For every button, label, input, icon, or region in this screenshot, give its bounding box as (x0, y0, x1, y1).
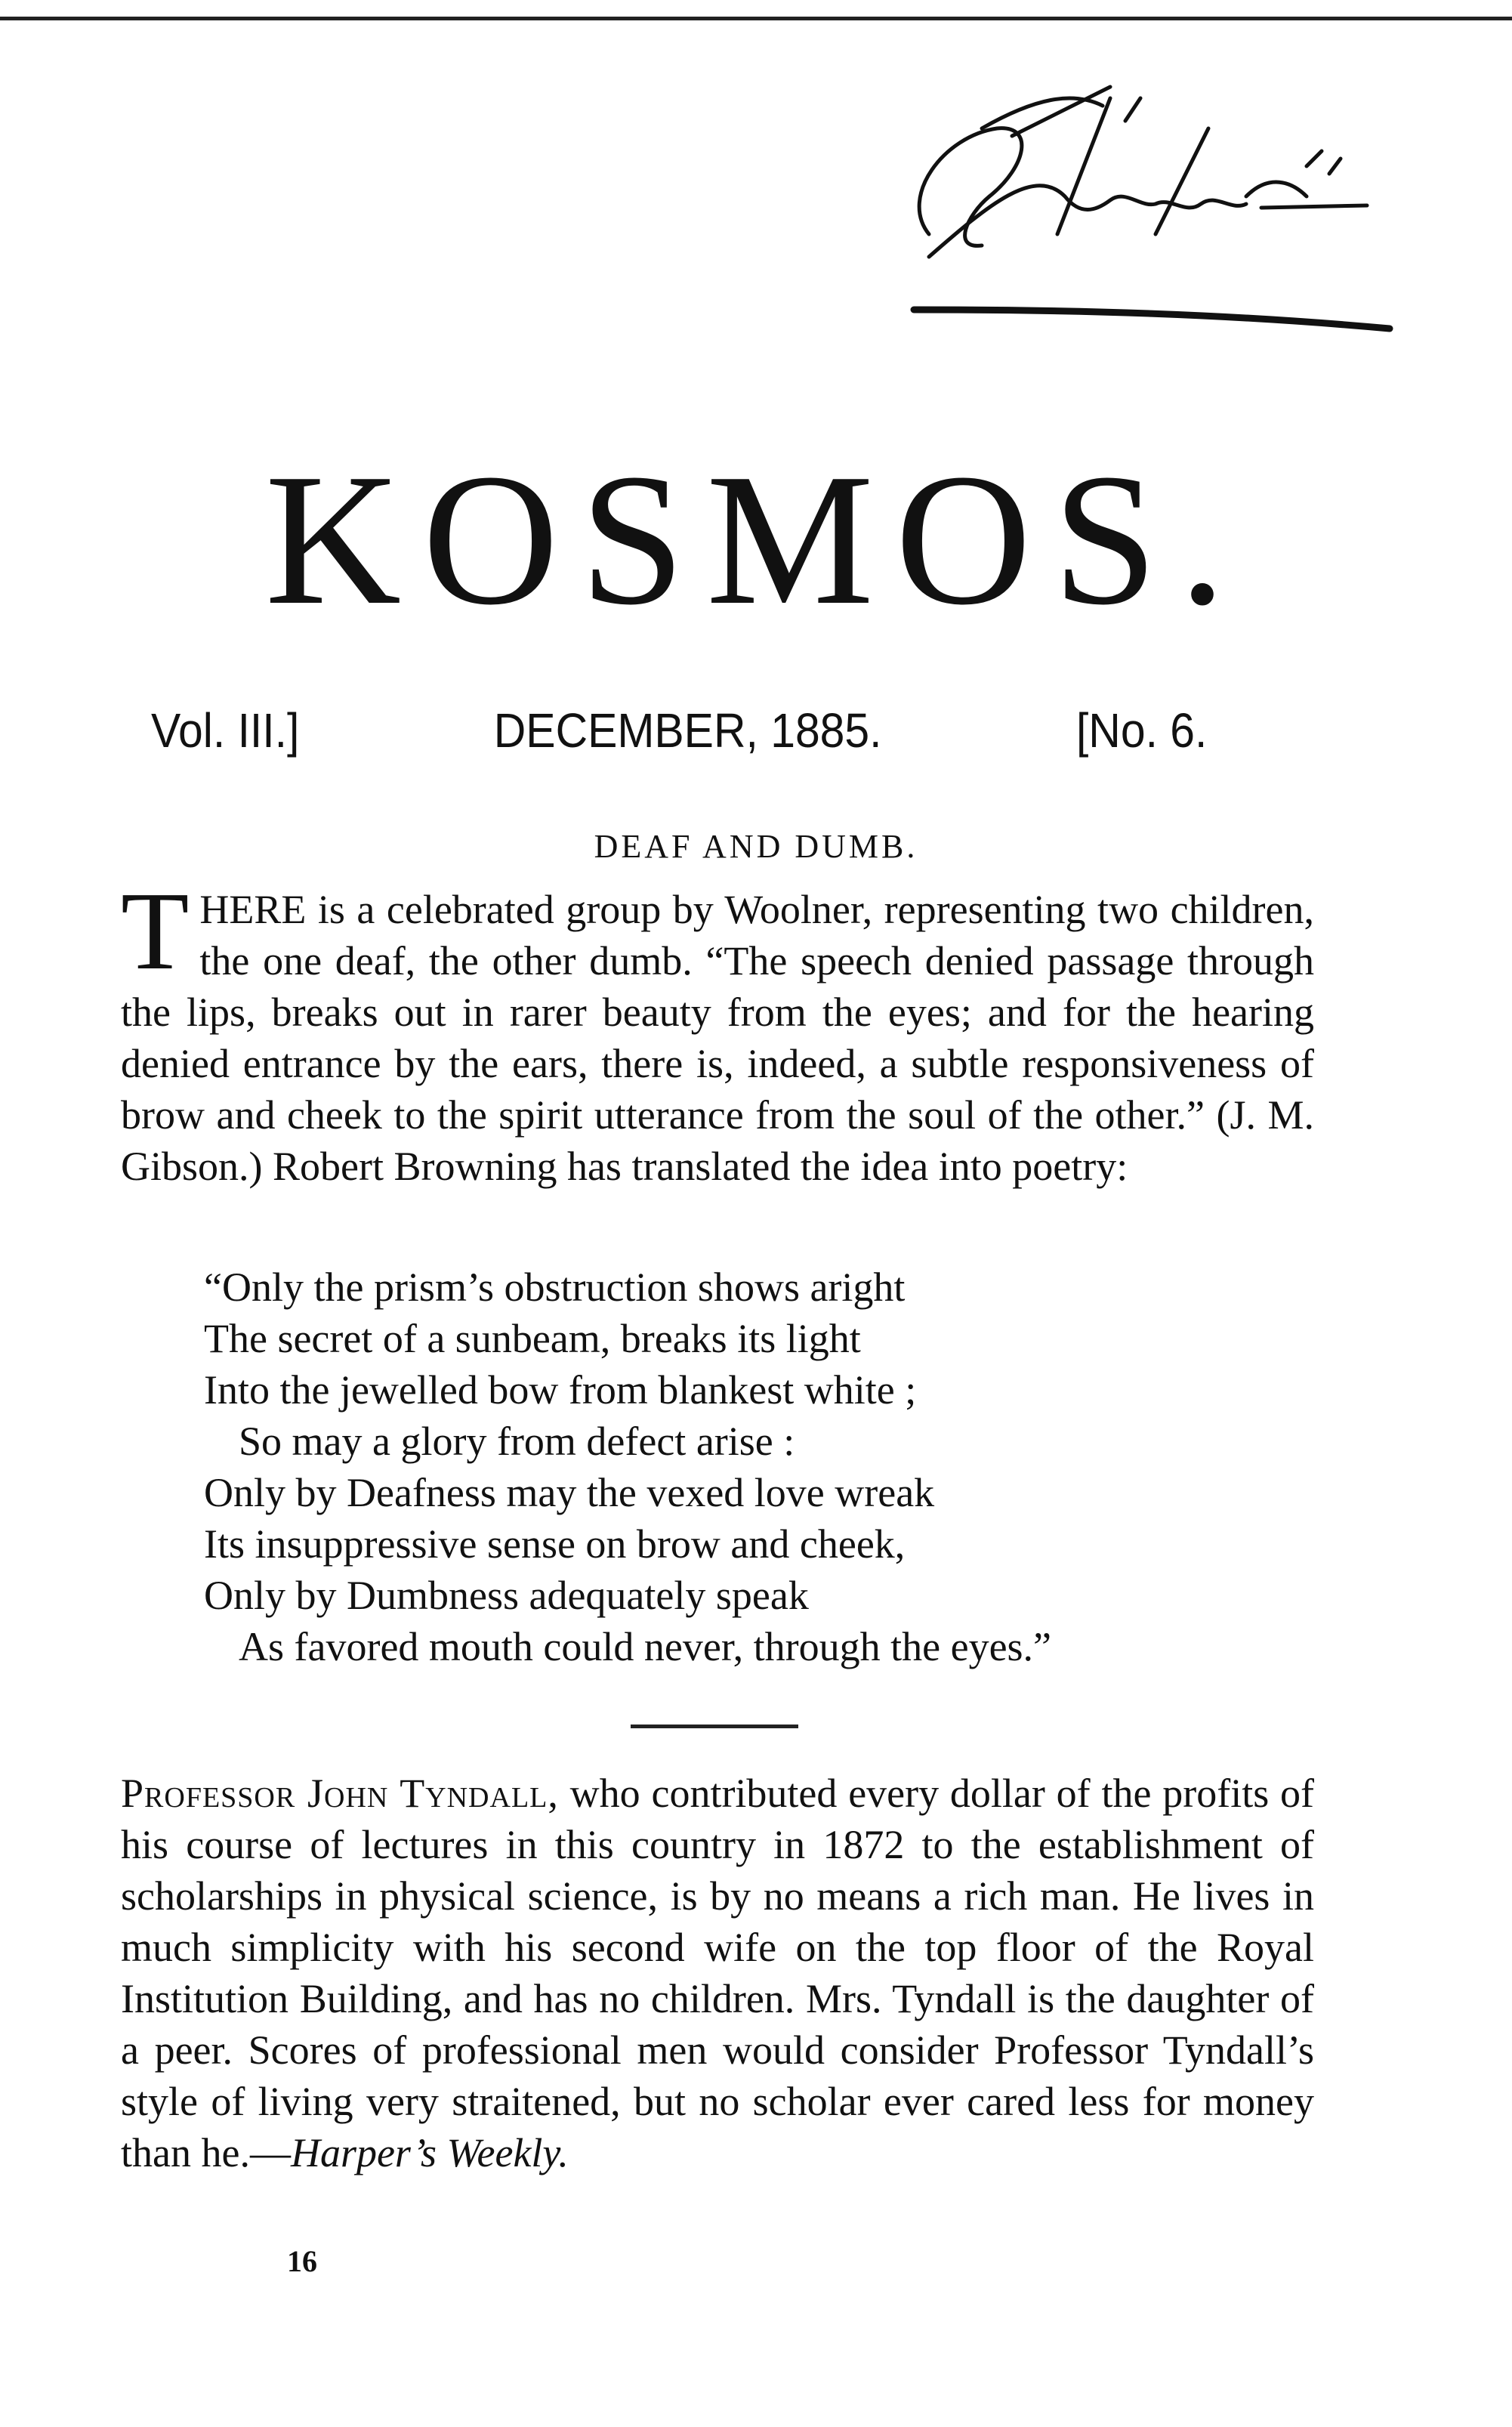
article-paragraph (121, 869, 1314, 1192)
poem-line: Into the jewelled bow from blankest white ; (204, 1367, 917, 1413)
poem-line: As favored mouth could never, through the eyes.” (239, 1624, 1052, 1669)
note-source: Harper’s Weekly. (290, 2130, 569, 2175)
poem-line: “Only the prism’s obstruction shows aright (204, 1264, 906, 1310)
poem-line: Only by Deafness may the vexed love wreak (204, 1470, 935, 1515)
top-rule (0, 17, 1512, 20)
drop-cap: T (121, 869, 190, 993)
page-number: 16 (287, 2244, 317, 2278)
issue-line (151, 702, 1207, 758)
signature (884, 83, 1397, 332)
issue-date: DECEMBER, 1885. (493, 703, 882, 758)
poem (204, 1261, 1261, 1672)
volume-label: Vol. III.] (151, 703, 300, 758)
poem-line: The secret of a sunbeam, breaks its light (204, 1316, 861, 1361)
poem-line: So may a glory from defect arise : (239, 1419, 795, 1464)
poem-line: Its insuppressive sense on brow and cheek, (204, 1521, 906, 1567)
note-body: who contributed every dollar of the profits of his course of lectures in this country in 1872 to the establishment of scholarships in physical science, is by no means a rich man. He lives in much simplicity with his second wife on the top floor of the Royal Institution Building, and has no children. Mrs. Tyndall is the daughter of a peer. Scores of professional men would consider Professor Tyndall’s style of living very straitened, but no scholar ever cared less for money than he.— (121, 1771, 1314, 2175)
article-paragraph-text: HERE is a celebrated group by Woolner, representing two children, the one deaf, the other dumb. “The speech denied passage through the lips, breaks out in rarer beauty from the eyes; and for the hearing denied entrance by the ears, there is, indeed, a subtle responsiveness of brow and cheek to the spirit utterance from the soul of the other.” (J. M. Gibson.) Robert Browning has translated the idea into poetry: (121, 887, 1314, 1189)
section-separator (631, 1725, 798, 1728)
masthead-title: KOSMOS. (264, 435, 1248, 644)
issue-number: [No. 6. (1075, 703, 1208, 758)
poem-line: Only by Dumbness adequately speak (204, 1573, 809, 1618)
tyndall-note (121, 1768, 1314, 2178)
article-title: DEAF AND DUMB. (594, 828, 918, 865)
note-lead: Professor John Tyndall, (121, 1771, 559, 1816)
